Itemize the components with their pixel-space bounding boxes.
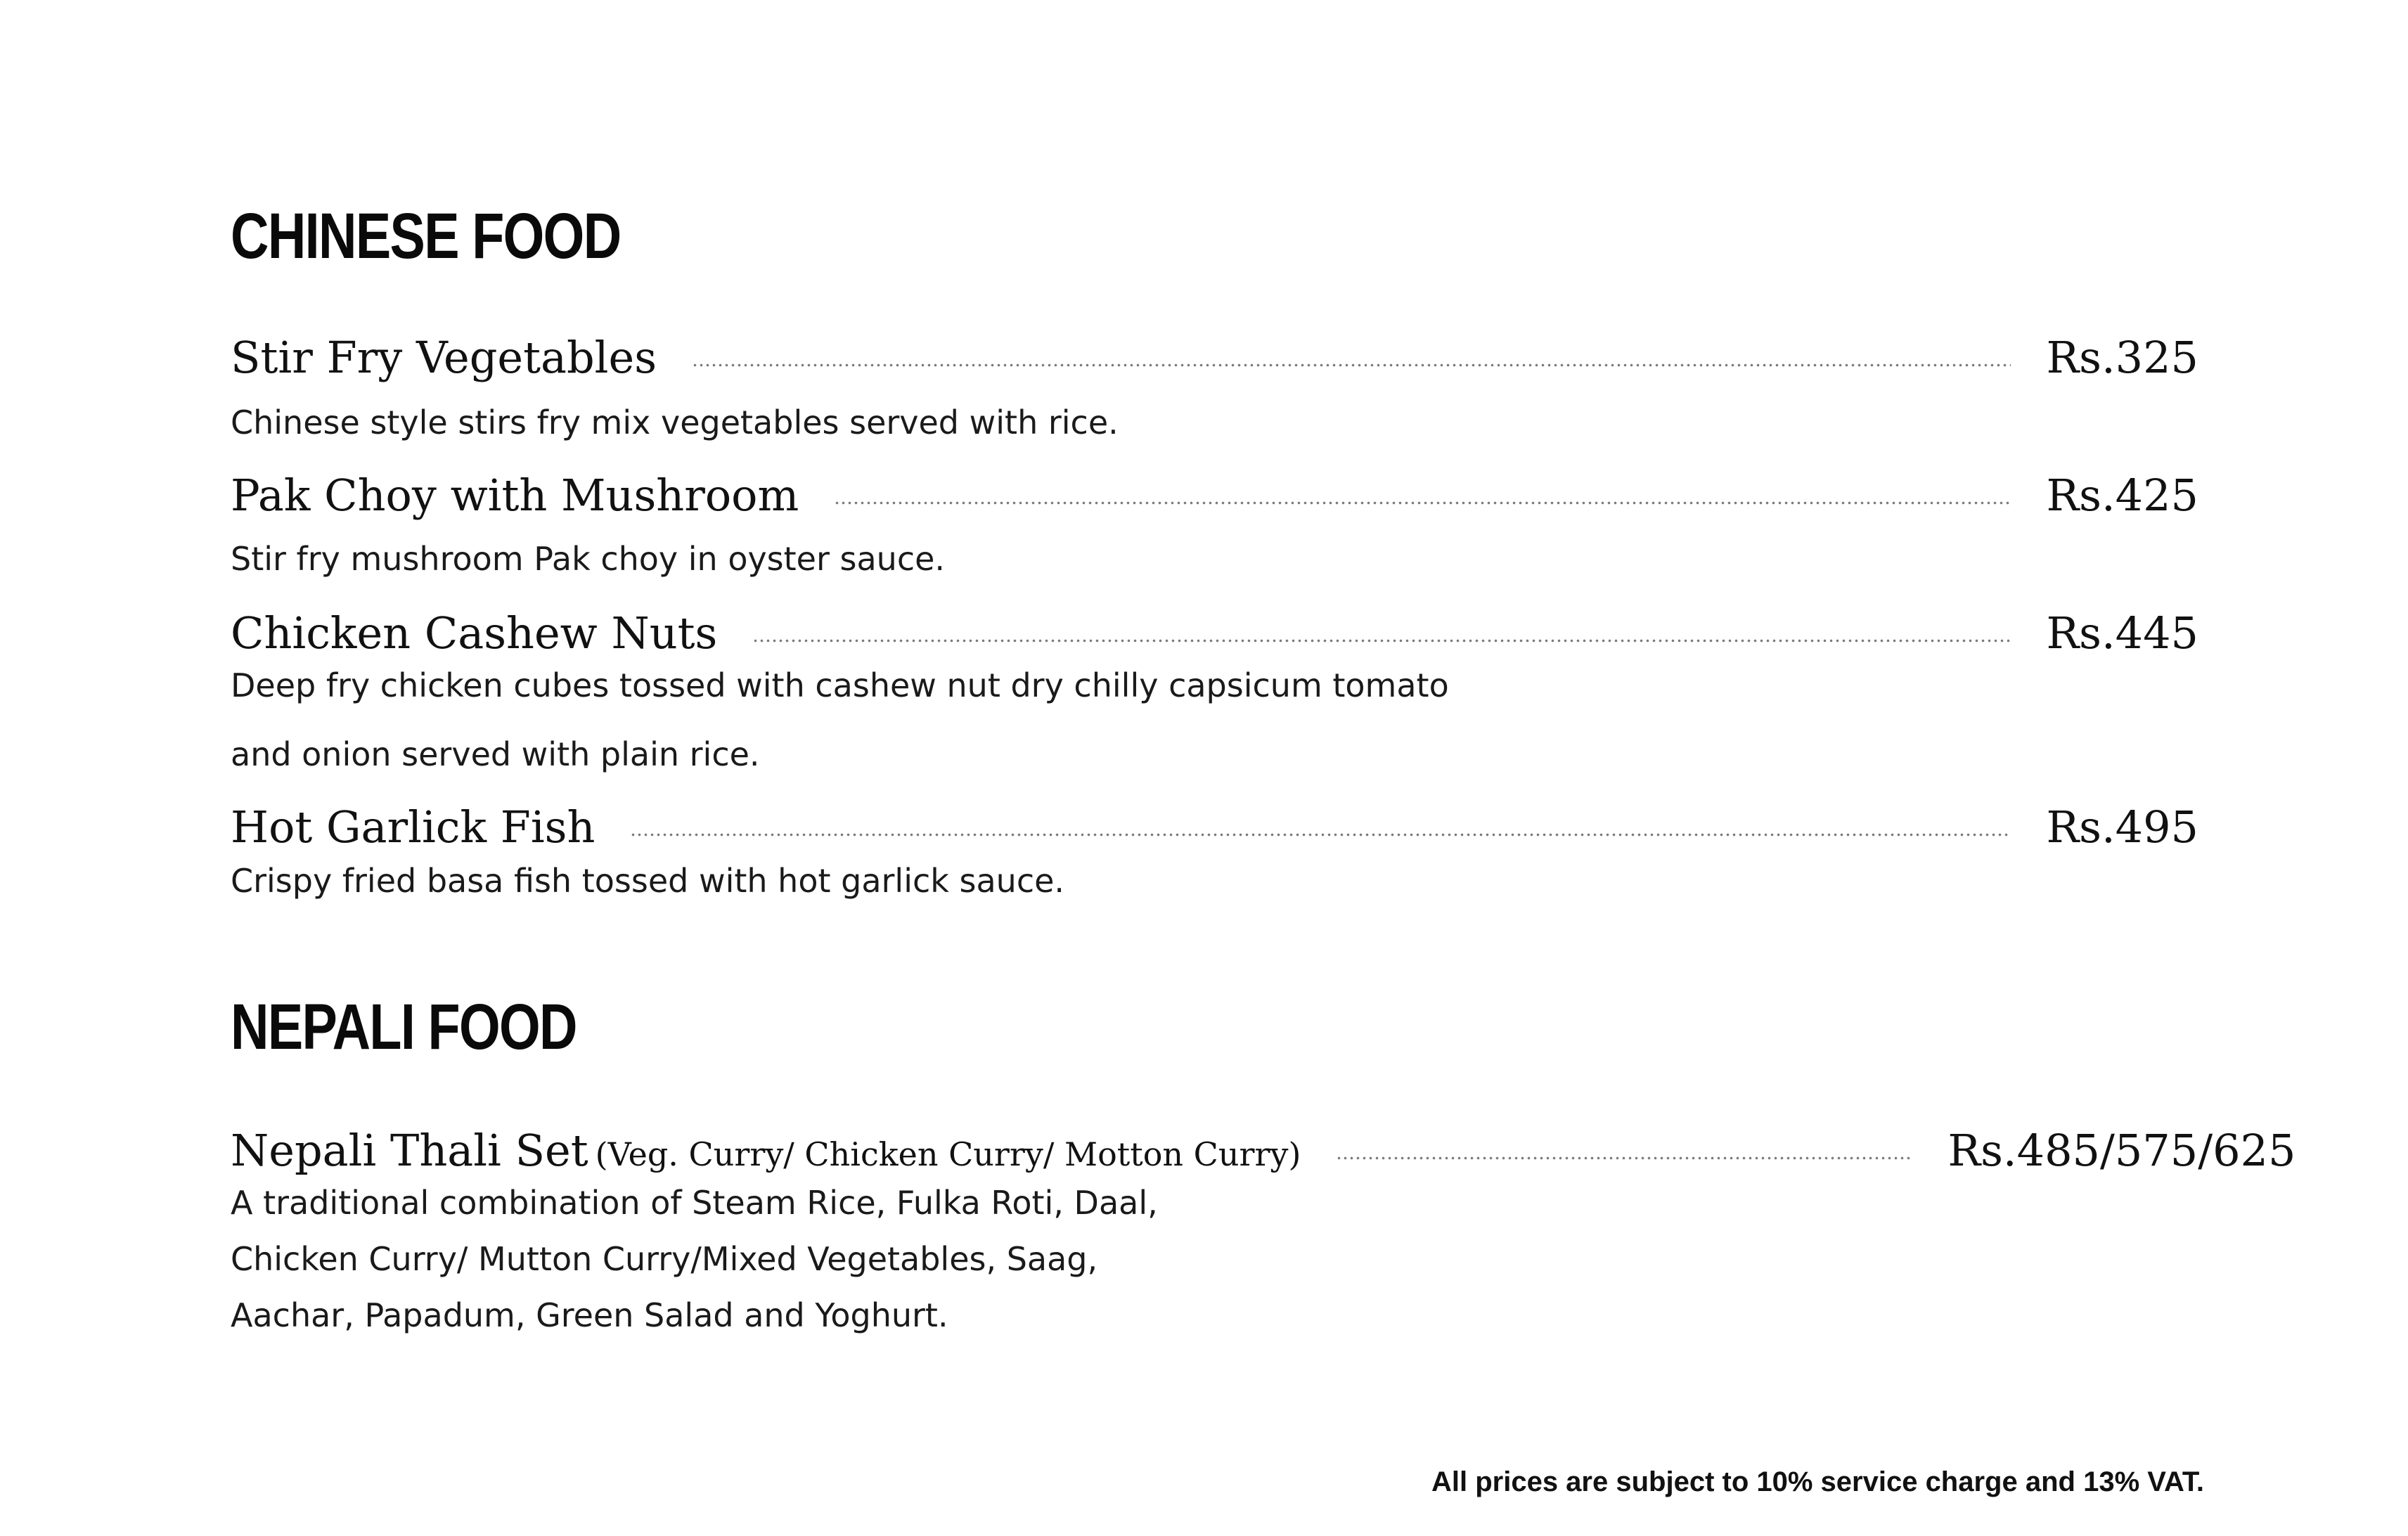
dotted-leader bbox=[752, 635, 2011, 645]
item-name bbox=[231, 1125, 1301, 1176]
item-name: Chicken Cashew Nuts bbox=[231, 607, 718, 659]
menu-item-stir-fry-vegetables bbox=[231, 316, 2198, 383]
item-price: Rs.445 bbox=[2046, 607, 2198, 659]
item-name-main: Nepali Thali Set bbox=[231, 1125, 588, 1176]
footer-note: All prices are subject to 10% service charge and 13% VAT. bbox=[1431, 1466, 2204, 1497]
item-name: Stir Fry Vegetables bbox=[231, 332, 657, 383]
dotted-leader bbox=[630, 830, 2011, 839]
item-description: Crispy fried basa fish tossed with hot garlick sauce. bbox=[231, 862, 1065, 900]
menu-item-chicken-cashew-nuts bbox=[231, 592, 2198, 659]
section-title-nepali-food: NEPALI FOOD bbox=[231, 991, 577, 1063]
item-options: (Veg. Curry/ Chicken Curry/ Motton Curry) bbox=[595, 1135, 1301, 1173]
dotted-leader bbox=[692, 360, 2011, 370]
item-price: Rs.425 bbox=[2046, 470, 2198, 521]
item-description: Aachar, Papadum, Green Salad and Yoghurt. bbox=[231, 1296, 948, 1334]
item-price: Rs.485/575/625 bbox=[1947, 1125, 2296, 1176]
dotted-leader bbox=[1336, 1153, 1912, 1163]
item-description: Deep fry chicken cubes tossed with cashew nut dry chilly capsicum tomato bbox=[231, 666, 1449, 704]
item-name: Hot Garlick Fish bbox=[231, 801, 595, 853]
item-description: Stir fry mushroom Pak choy in oyster sauce. bbox=[231, 540, 946, 578]
menu-item-hot-garlick-fish bbox=[231, 786, 2198, 853]
item-description: and onion served with plain rice. bbox=[231, 735, 760, 773]
dotted-leader bbox=[834, 498, 2011, 508]
menu-item-nepali-thali-set bbox=[231, 1109, 2296, 1176]
item-price: Rs.325 bbox=[2046, 332, 2198, 383]
item-price: Rs.495 bbox=[2046, 801, 2198, 853]
item-description: A traditional combination of Steam Rice, Fulka Roti, Daal, bbox=[231, 1184, 1158, 1222]
item-description: Chicken Curry/ Mutton Curry/Mixed Vegetables, Saag, bbox=[231, 1240, 1098, 1278]
section-title-chinese-food: CHINESE FOOD bbox=[231, 200, 621, 272]
item-name: Pak Choy with Mushroom bbox=[231, 470, 799, 521]
menu-item-pak-choy-with-mushroom bbox=[231, 454, 2198, 521]
item-description: Chinese style stirs fry mix vegetables served with rice. bbox=[231, 404, 1119, 441]
